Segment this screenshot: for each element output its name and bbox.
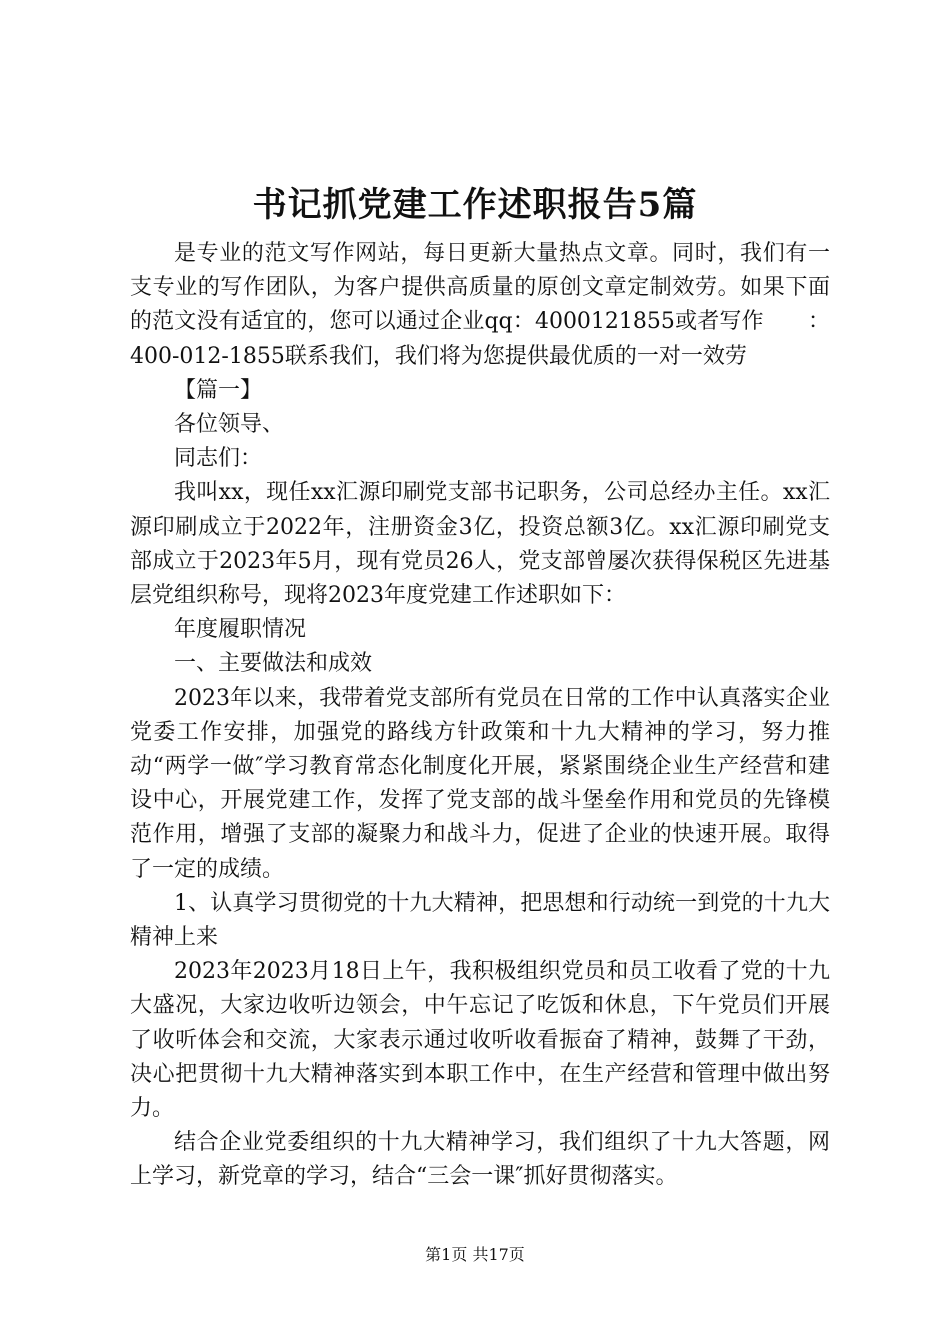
subsection-heading: 一、主要做法和成效 (174, 651, 373, 677)
body-paragraph: 2023年2023月18日上午，我积极组织党员和员工收看了党的十九大盛况，大家边收听边领会，中午忘记了吃饭和休息，下午党员们开展了收听体会和交流，大家表示通过收听收看振奋了精神，鼓舞了干劲，决心把贯彻十九大精神落实到本职工作中，在生产经营和管理中做出努力。 (130, 959, 830, 1122)
numbered-heading: 1、认真学习贯彻党的十九大精神，把思想和行动统一到党的十九大精神上来 (130, 890, 830, 951)
salutation-line: 同志们： (174, 446, 263, 472)
body-paragraph: 结合企业党委组织的十九大精神学习，我们组织了十九大答题，网上学习，新党章的学习，结合“三会一课″抓好贯彻落实。 (130, 1130, 830, 1190)
section-heading: 【篇一】 (174, 377, 263, 403)
page-number: 第1页 共17页 (425, 1245, 525, 1264)
salutation-line: 各位领导、 (174, 412, 285, 438)
body-paragraph: 我叫xx，现任xx汇源印刷党支部书记职务，公司总经办主任。xx汇源印刷成立于2022年，注册资金3亿，投资总额3亿。xx汇源印刷党支部成立于2023年5月，现有党员26人，党支部曾屡次获得保税区先进基层党组织称号，现将2023年度党建工作述职如下： (130, 480, 830, 609)
body-paragraph: 2023年以来，我带着党支部所有党员在日常的工作中认真落实企业党委工作安排，加强党的路线方针政策和十九大精神的学习，努力推动“两学一做″学习教育常态化制度化开展，紧紧围绕企业生产经营和建设中心，开展党建工作，发挥了党支部的战斗堡垒作用和党员的先锋模范作用，增强了支部的凝聚力和战斗力，促进了企业的快速开展。取得了一定的成绩。 (130, 685, 830, 882)
intro-paragraph: 是专业的范文写作网站，每日更新大量热点文章。同时，我们有一支专业的写作团队，为客户提供高质量的原创文章定制效劳。如果下面的范文没有适宜的，您可以通过企业qq：4000121855或者写作 ：400-012-1855联系我们，我们将为您提供最优质的一对一效劳 (130, 241, 830, 369)
document-body (130, 237, 830, 1195)
subsection-heading: 年度履职情况 (174, 617, 307, 643)
document-title: 书记抓党建工作述职报告5篇 (252, 185, 698, 225)
